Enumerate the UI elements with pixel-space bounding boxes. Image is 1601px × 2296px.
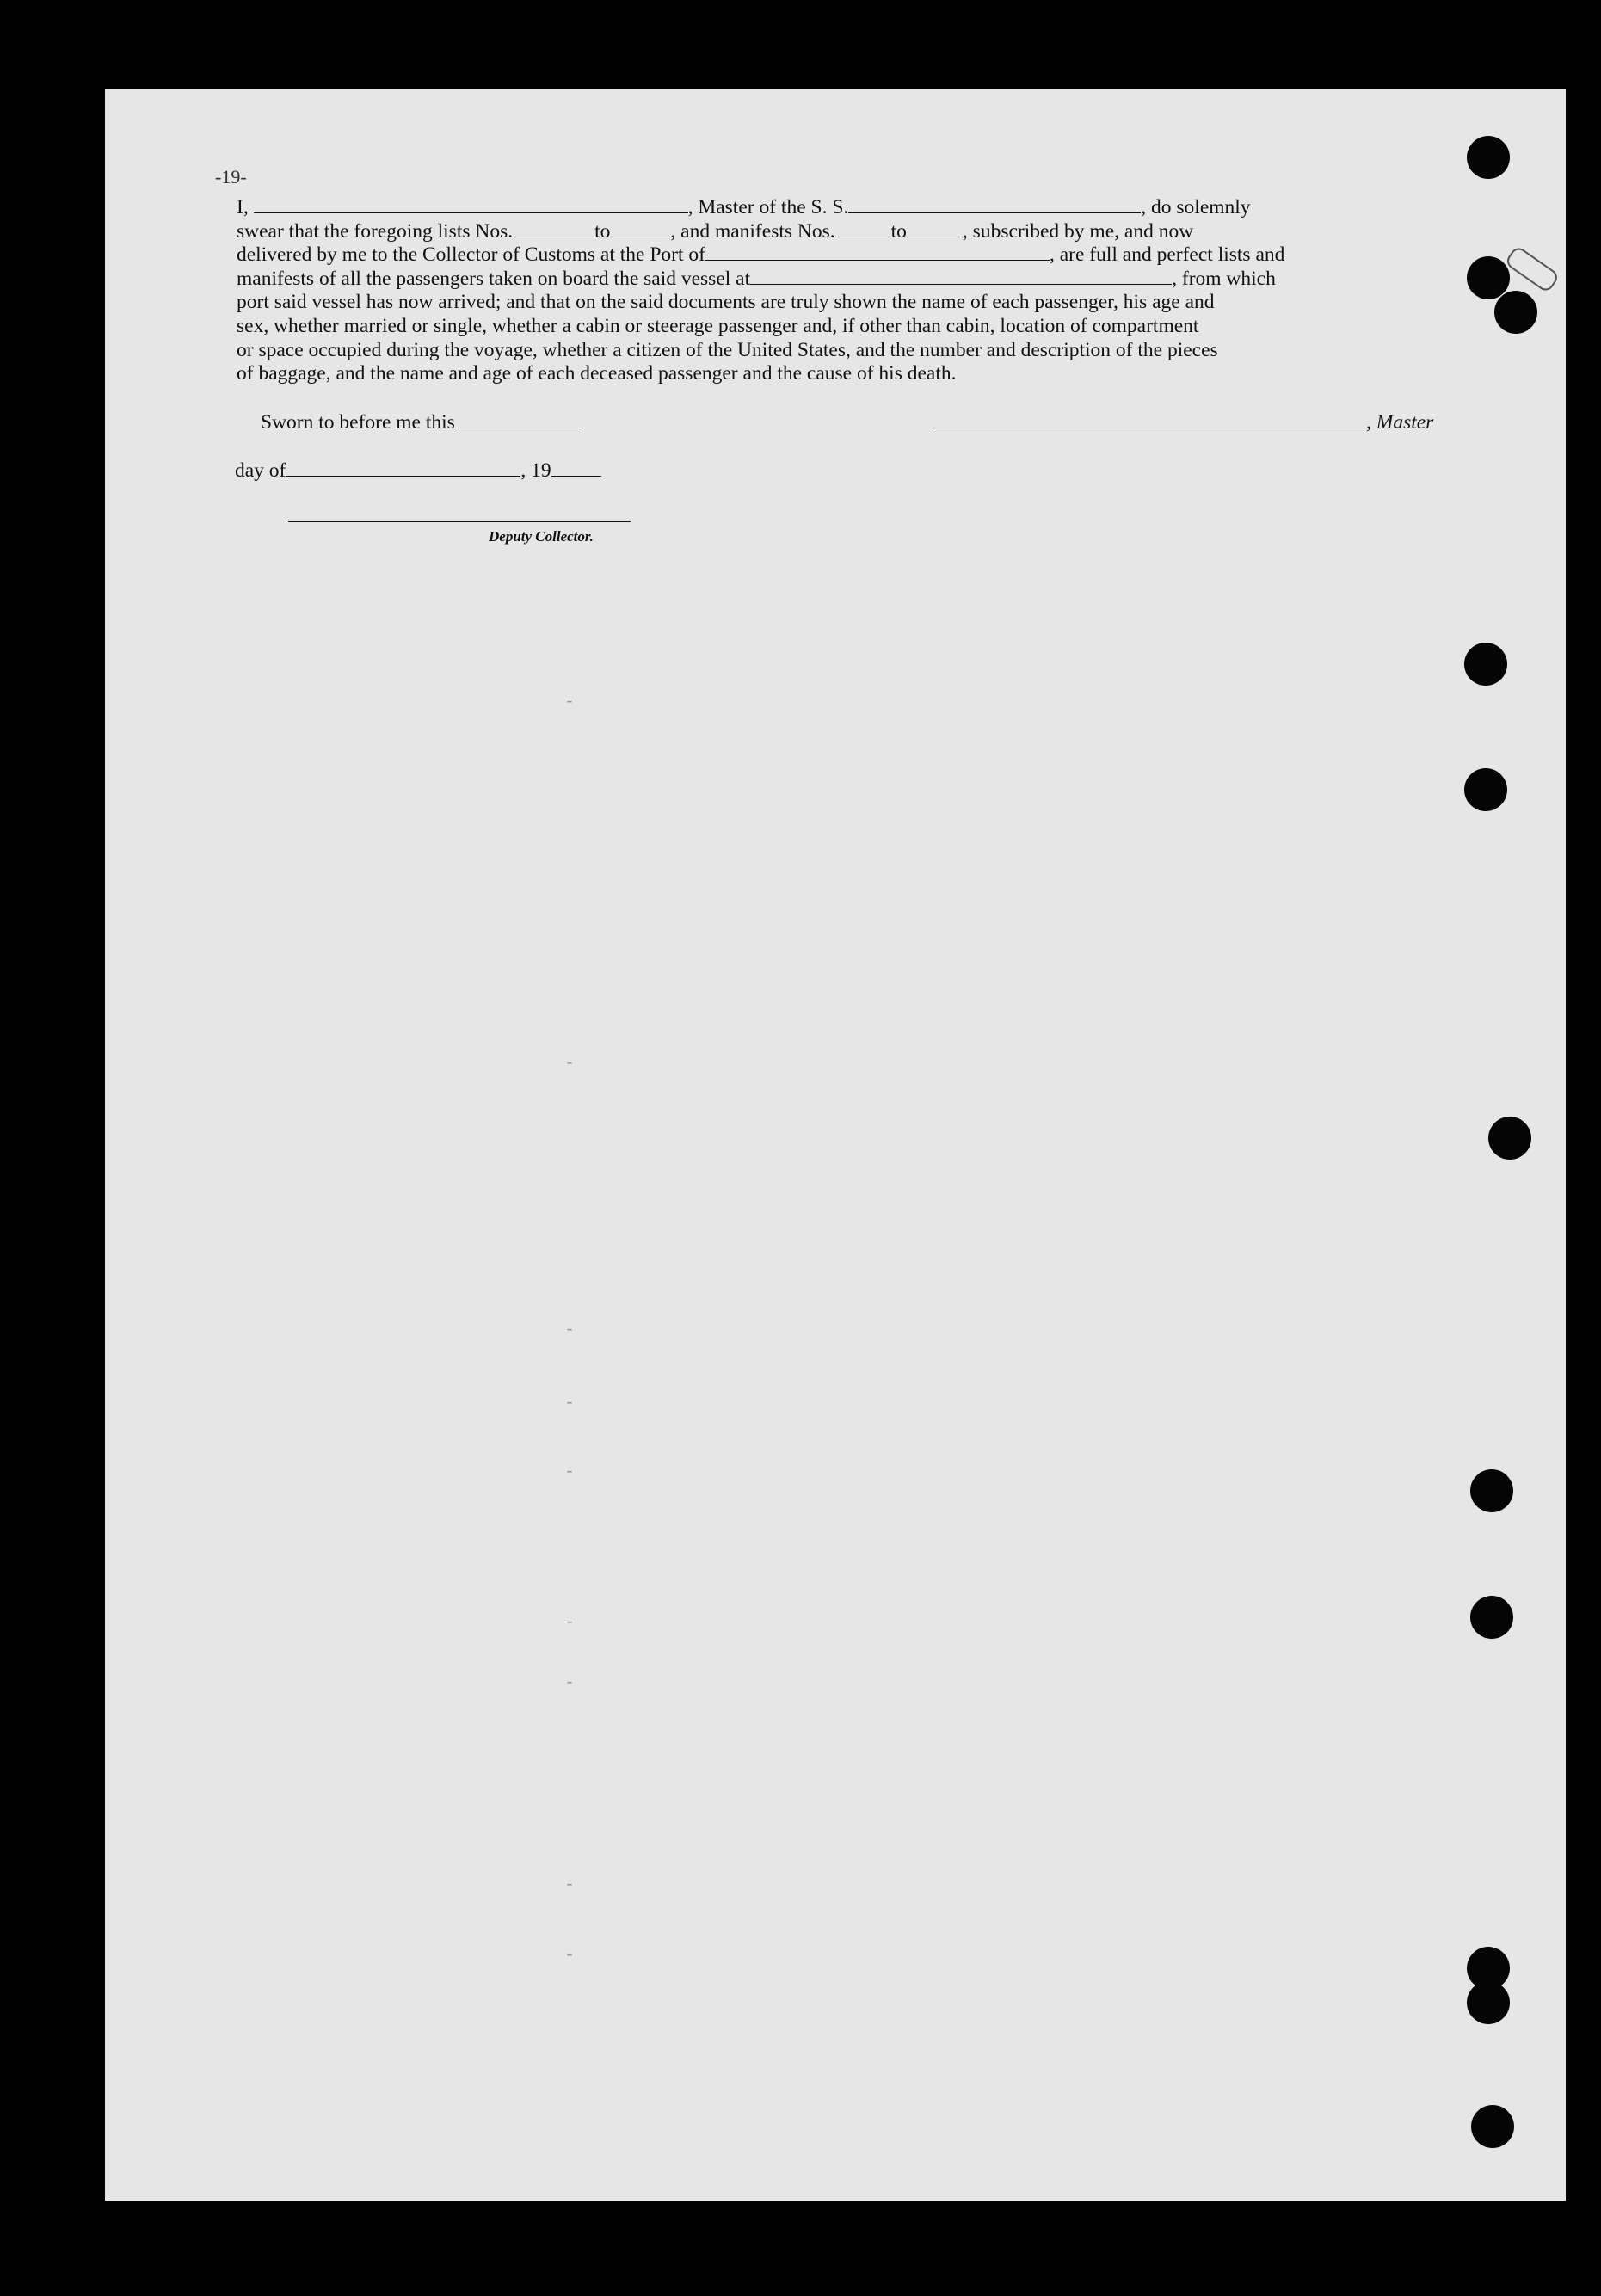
- deputy-signature-blank: [288, 521, 631, 522]
- bleed-mark: -: [564, 1394, 576, 1413]
- bleed-mark: -: [564, 1054, 576, 1074]
- punch-hole: [1470, 1596, 1513, 1639]
- oath-line-3: delivered by me to the Collector of Customs at the Port of , are full and perfect lists and: [237, 243, 1285, 267]
- oath-line-2: swear that the foregoing lists Nos. to , and manifests Nos. to , subscribed by me, and now: [237, 219, 1194, 243]
- punch-hole: [1494, 291, 1537, 334]
- punch-hole: [1467, 136, 1510, 179]
- oath-line-8: of baggage, and the name and age of each deceased passenger and the cause of his death.: [237, 362, 957, 385]
- month-blank: [286, 460, 520, 477]
- master-name-blank: [254, 197, 688, 213]
- punch-hole: [1471, 2105, 1514, 2148]
- sworn-line: Sworn to before me this: [261, 411, 580, 434]
- punch-hole: [1467, 256, 1510, 299]
- master-signature-line: , Master: [932, 411, 1433, 434]
- lists-to-blank: [610, 221, 670, 237]
- oath-line-5: port said vessel has now arrived; and that on the said documents are truly shown the name of each passenger, his age and: [237, 291, 1215, 314]
- sworn-date-blank: [455, 412, 580, 428]
- bleed-mark: -: [564, 1946, 576, 1966]
- punch-hole: [1464, 768, 1507, 811]
- oath-line-6: sex, whether married or single, whether a cabin or steerage passenger and, if other than cabin, location of compartment: [237, 314, 1199, 337]
- port-of-blank: [705, 244, 1050, 261]
- lists-from-blank: [513, 221, 594, 237]
- punch-hole: [1470, 1469, 1513, 1512]
- year-blank: [551, 460, 601, 477]
- bleed-mark: -: [564, 692, 576, 712]
- oath-line-7: or space occupied during the voyage, whether a citizen of the United States, and the number and description of the pieces: [237, 338, 1218, 361]
- punch-hole: [1488, 1117, 1531, 1160]
- bleed-mark: -: [564, 1613, 576, 1633]
- paperclip-icon: [1504, 245, 1561, 294]
- bleed-mark: -: [564, 1875, 576, 1895]
- oath-line-1: I, , Master of the S. S. , do solemnly: [237, 196, 1251, 219]
- bleed-mark: -: [564, 1673, 576, 1693]
- punch-hole: [1464, 643, 1507, 686]
- manifests-to-blank: [907, 221, 963, 237]
- document-page: [105, 89, 1566, 2201]
- manifests-from-blank: [835, 221, 891, 237]
- bleed-mark: -: [564, 1320, 576, 1340]
- deputy-collector-label: Deputy Collector.: [489, 528, 594, 545]
- page-number: -19-: [215, 166, 247, 188]
- embarkation-port-blank: [750, 268, 1172, 285]
- bleed-mark: -: [564, 1462, 576, 1482]
- day-of-line: day of , 19: [235, 459, 601, 483]
- ship-name-blank: [848, 197, 1141, 213]
- punch-hole: [1467, 1981, 1510, 2024]
- master-signature-blank: [932, 412, 1366, 428]
- oath-line-4: manifests of all the passengers taken on board the said vessel at , from which: [237, 267, 1276, 290]
- oath-paragraph: [237, 196, 1434, 386]
